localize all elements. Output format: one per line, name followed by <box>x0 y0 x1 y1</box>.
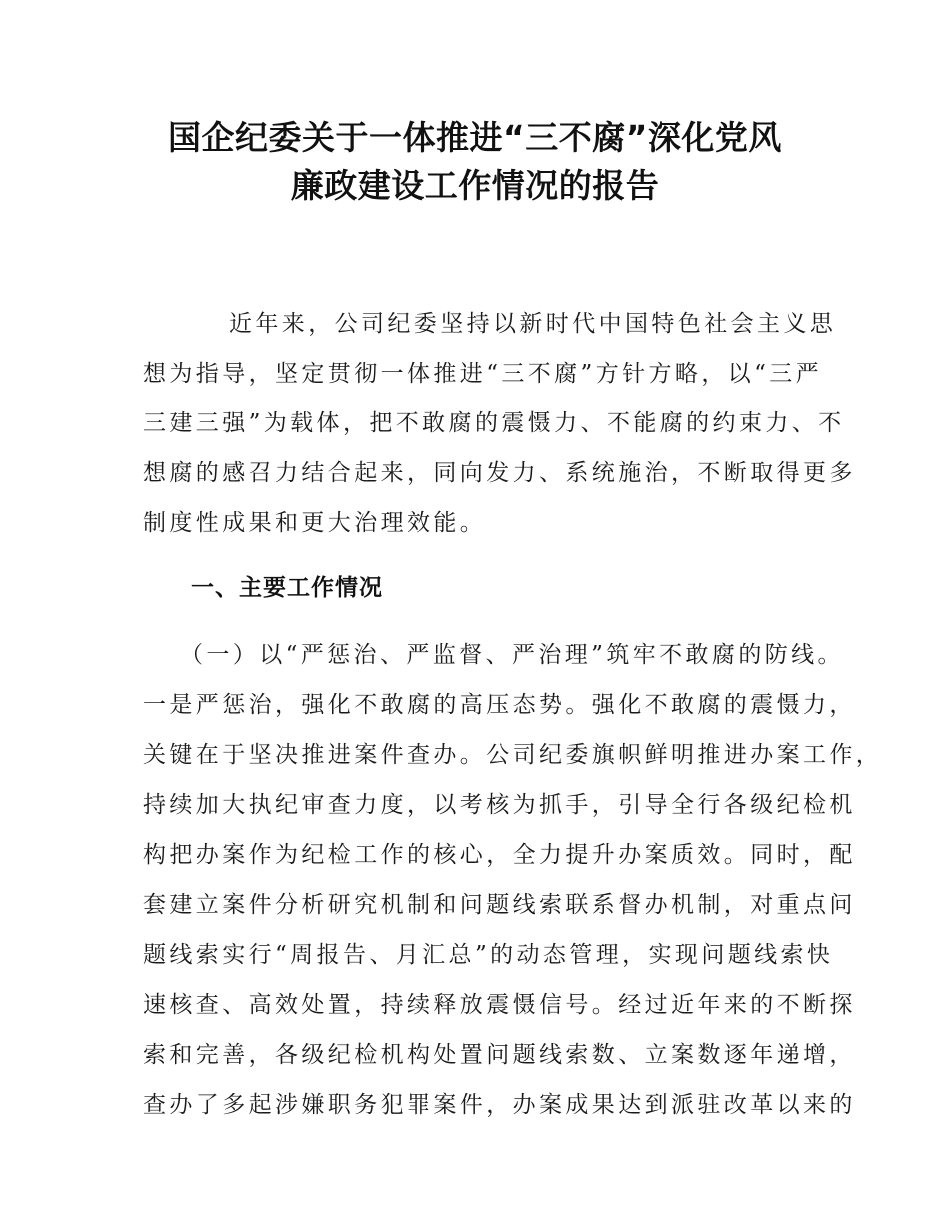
paragraph-line: 关键在于坚决推进案件查办。公司纪委旗帜鲜明推进办案工作， <box>143 742 883 768</box>
document-title-line-2: 廉政建设工作情况的报告 <box>290 166 660 205</box>
paragraph-line: 题线索实行“周报告、月汇总”的动态管理，实现问题线索快 <box>143 942 834 968</box>
document-title-line-1: 国企纪委关于一体推进“三不腐”深化党风 <box>168 118 782 157</box>
subsection-title-line: （一）以“严惩治、严监督、严治理”筑牢不敢腐的防线。 <box>180 642 844 668</box>
paragraph-line: 制度性成果和更大治理效能。 <box>143 510 487 536</box>
paragraph-line: 一是严惩治，强化不敢腐的高压态势。强化不敢腐的震慑力， <box>143 692 856 718</box>
paragraph-line: 查办了多起涉嫌职务犯罪案件，办案成果达到派驻改革以来的 <box>143 1092 856 1118</box>
section-heading: 一、主要工作情况 <box>191 575 383 601</box>
paragraph-line: 想为指导，坚定贯彻一体推进“三不腐”方针方略，以“三严 <box>143 361 823 387</box>
paragraph-line: 构把办案作为纪检工作的核心，全力提升办案质效。同时，配 <box>143 842 856 868</box>
paragraph-line: 速核查、高效处置，持续释放震慑信号。经过近年来的不断探 <box>143 992 856 1018</box>
paragraph-line: 持续加大执纪审查力度，以考核为抓手，引导全行各级纪检机 <box>143 792 856 818</box>
paragraph-line: 索和完善，各级纪检机构处置问题线索数、立案数逐年递增， <box>143 1042 856 1068</box>
paragraph-line: 近年来，公司纪委坚持以新时代中国特色社会主义思 <box>229 311 837 337</box>
paragraph-line: 想腐的感召力结合起来，同向发力、系统施治，不断取得更多 <box>143 460 856 486</box>
paragraph-line: 三建三强”为载体，把不敢腐的震慑力、不能腐的约束力、不 <box>143 410 845 436</box>
paragraph-line: 套建立案件分析研究机制和问题线索联系督办机制，对重点问 <box>143 892 856 918</box>
